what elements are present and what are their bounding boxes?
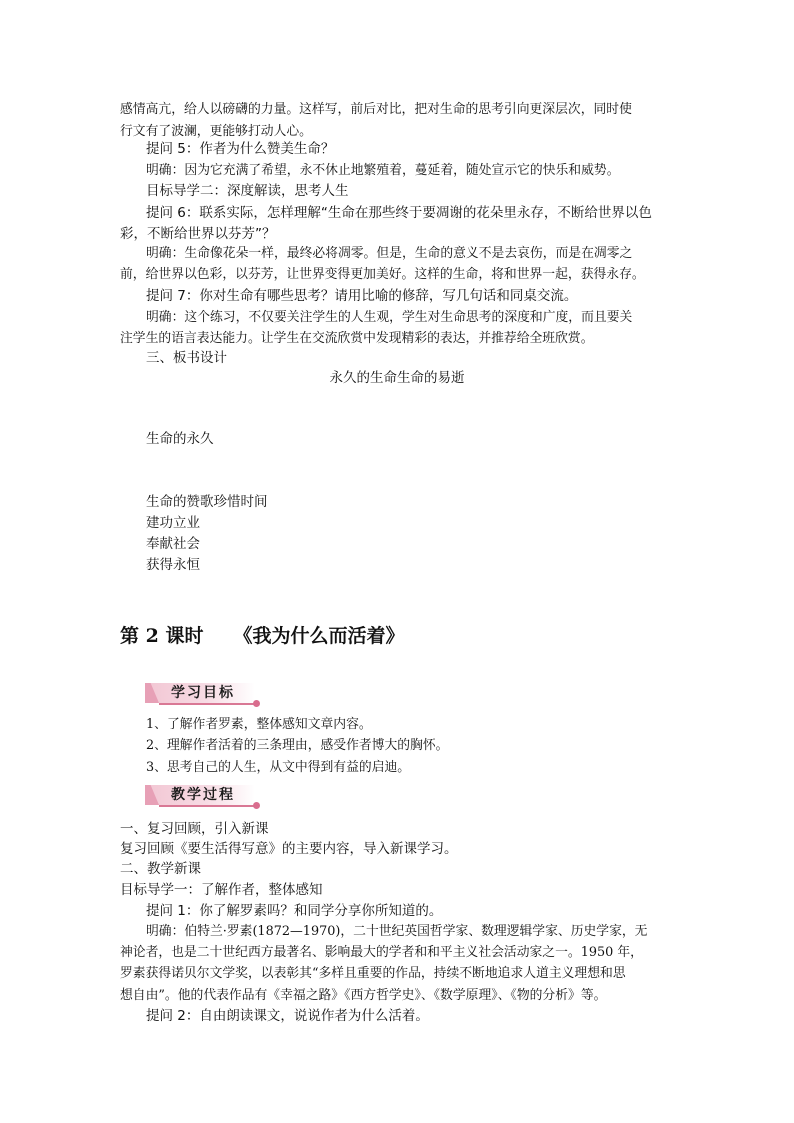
answer-7-line-2: 注学生的语言表达能力。让学生在交流欣赏中发现精彩的表达，并推荐给全班欣赏。	[120, 331, 594, 346]
lesson-name: 《我为什么而活着》	[233, 625, 405, 647]
answer-7-line-1: 明确：这个练习，不仅要关注学生的人生观，学生对生命思考的深度和广度，而且要关	[146, 310, 633, 325]
teaching-process-label: 教学过程	[171, 787, 235, 803]
question-7: 提问 7：你对生命有哪些思考？请用比喻的修辞，写几句话和同桌交流。	[146, 288, 578, 304]
goal-heading-1: 目标导学一：了解作者，整体感知	[120, 882, 323, 898]
section-1-text: 复习回顾《要生活得写意》的主要内容，导入新课学习。	[120, 841, 458, 857]
question-5: 提问 5：作者为什么赞美生命？	[146, 141, 335, 157]
goal-heading-2: 目标导学二：深度解读，思考人生	[146, 183, 349, 199]
goal-item-3: 3、思考自己的人生，从文中得到有益的启迪。	[146, 760, 411, 775]
answer-1-line-1: 明确：伯特兰·罗素(1872—1970)，二十世纪英国哲学家、数理逻辑学家、历史学家，无	[146, 924, 648, 939]
lesson-number: 第 2 课时	[120, 625, 204, 647]
answer-1-line-3: 罗素获得诺贝尔文学奖，以表彰其“多样且重要的作品，持续不断地追求人道主义理想和思	[120, 966, 626, 981]
answer-6-line-1: 明确：生命像花朵一样，最终必将凋零。但是，生命的意义不是去哀伤，而是在凋零之	[146, 246, 633, 261]
board-title: 永久的生命生命的易逝	[329, 370, 465, 386]
question-6-line-2: 彩，不断给世界以芬芳”？	[120, 226, 276, 242]
continuation-line-2: 行文有了波澜，更能够打动人心。	[120, 124, 312, 139]
board-item-4: 奉献社会	[146, 536, 200, 552]
section-1-heading: 一、复习回顾，引入新课	[120, 821, 269, 837]
question-6-line-1: 提问 6：联系实际，怎样理解“生命在那些终于要凋谢的花朵里永存，不断给世界以色	[146, 205, 652, 221]
learning-goals-label: 学习目标	[171, 685, 235, 701]
continuation-line-1: 感情高亢，给人以磅礴的力量。这样写，前后对比，把对生命的思考引向更深层次，同时使	[120, 102, 632, 117]
section-2-heading: 二、教学新课	[120, 861, 201, 877]
goal-item-1: 1、了解作者罗素，整体感知文章内容。	[146, 717, 372, 732]
board-item-1: 生命的永久	[146, 431, 214, 447]
board-design-heading: 三、板书设计	[146, 350, 227, 366]
answer-5: 明确：因为它充满了希望，永不休止地繁殖着，蔓延着，随处宣示它的快乐和威势。	[146, 163, 620, 178]
answer-1-line-4: 想自由”。他的代表作品有《幸福之路》《西方哲学史》、《数学原理》、《物的分析》等。	[120, 988, 607, 1003]
goal-item-2: 2、理解作者活着的三条理由，感受作者博大的胸怀。	[146, 738, 449, 753]
board-item-2: 生命的赞歌珍惜时间	[146, 494, 268, 510]
board-item-5: 获得永恒	[146, 557, 200, 573]
answer-1-line-2: 神论者，也是二十世纪西方最著名、影响最大的学者和和平主义社会活动家之一。1950 年，	[120, 945, 643, 960]
question-2: 提问 2：自由朗读课文，说说作者为什么活着。	[146, 1008, 429, 1024]
lesson-title	[120, 624, 404, 648]
answer-6-line-2: 前，给世界以色彩，以芬芳，让世界变得更加美好。这样的生命，将和世界一起，获得永存。	[120, 267, 645, 282]
board-item-3: 建功立业	[146, 515, 200, 531]
learning-goals-badge	[145, 681, 261, 707]
question-1: 提问 1：你了解罗素吗？和同学分享你所知道的。	[146, 903, 443, 919]
teaching-process-badge	[145, 783, 261, 809]
